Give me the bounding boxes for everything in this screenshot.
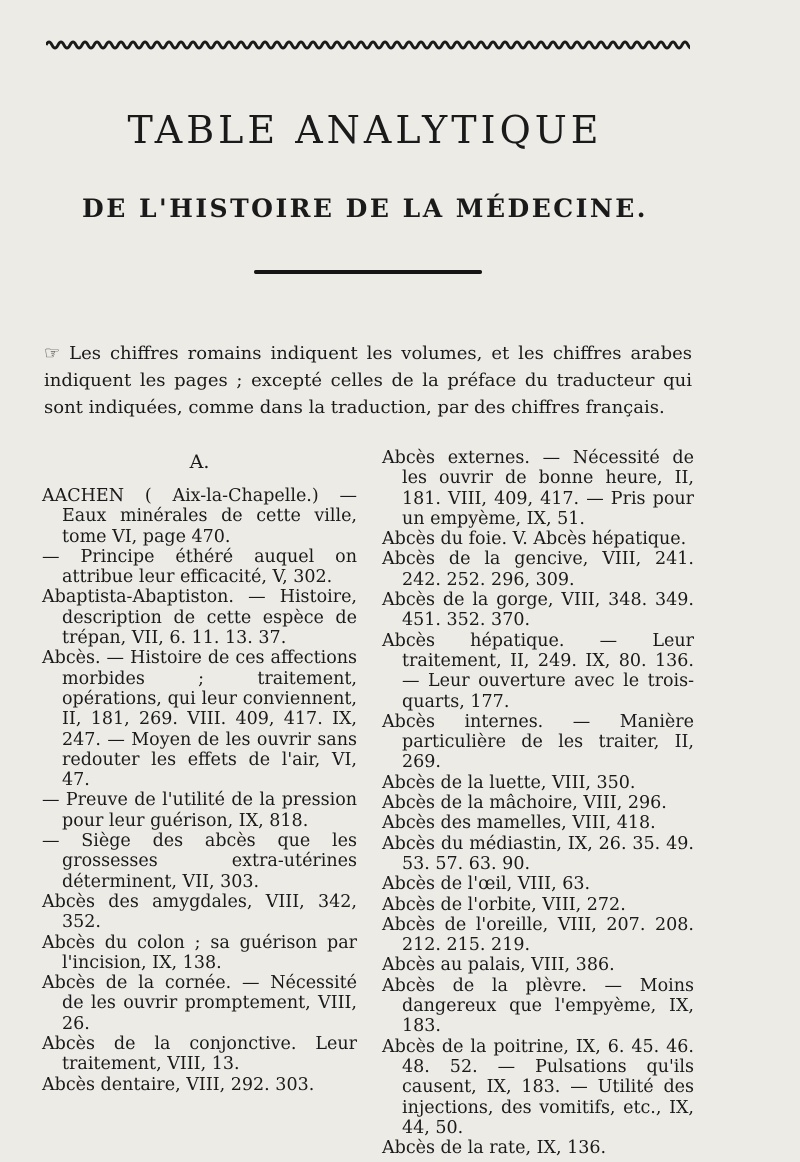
index-entry: Abcès des amygdales, VIII, 342, 352.: [42, 891, 357, 933]
index-entry: — Principe éthéré auquel on attribue leur efficacité, V, 302.: [42, 546, 357, 588]
index-entry: Abcès. — Histoire de ces affections morbides ; traitement, opérations, qui leur conviennent, II, 181, 269. VIII. 409, 417. IX, 247. — Moyen de les ouvrir sans redouter les effets de l'air, VI, 47.: [42, 648, 357, 791]
index-entry: Abcès de la plèvre. — Moins dangereux que l'empyème, IX, 183.: [382, 975, 694, 1037]
index-entry: Abcès dentaire, VIII, 292. 303.: [42, 1074, 315, 1095]
preface-note: ☞ Les chiffres romains indiquent les volumes, et les chiffres arabes indiquent les pages ; excepté celles de la préface du traducteur qui sont indiquées, comme dans la traduction, par des chiffres français.: [44, 343, 692, 418]
index-entry: Abcès des mamelles, VIII, 418.: [382, 813, 656, 834]
index-entry: Abcès de l'orbite, VIII, 272.: [382, 894, 626, 915]
index-entry: Abcès de la gencive, VIII, 241. 242. 252. 296, 309.: [382, 549, 694, 590]
index-entry: Abcès de la mâchoire, VIII, 296.: [382, 793, 667, 814]
index-column-left: [42, 448, 357, 1095]
index-entry: Abcès du médiastin, IX, 26. 35. 49. 53. 57. 63. 90.: [382, 833, 694, 874]
index-entry: Abcès de l'œil, VIII, 63.: [382, 874, 591, 895]
index-entry: Abcès de l'oreille, VIII, 207. 208. 212. 215. 219.: [382, 914, 694, 956]
index-entry: — Preuve de l'utilité de la pression pour leur guérison, IX, 818.: [42, 790, 357, 831]
index-entry: Abcès de la poitrine, IX, 6. 45. 46. 48. 52. — Pulsations qu'ils causent, IX, 183. — Utilité des injections, des vomitifs, etc., IX, 44, 50.: [382, 1036, 694, 1138]
index-entry: AACHEN ( Aix-la-Chapelle.) — Eaux minérales de cette ville, tome VI, page 470.: [42, 486, 357, 547]
index-entry: — Siège des abcès que les grossesses extra-utérines déterminent, VII, 303.: [42, 831, 357, 892]
index-entry: Abcès hépatique. — Leur traitement, II, 249. IX, 80. 136. — Leur ouverture avec le trois-quarts, 177.: [382, 630, 694, 712]
decorative-wave-border: [46, 38, 690, 52]
page-subtitle: DE L'HISTOIRE DE LA MÉDECINE.: [82, 194, 648, 223]
title-rule: [254, 270, 482, 274]
index-column-right: [382, 448, 694, 1158]
index-entry: Abcès externes. — Nécessité de les ouvrir de bonne heure, II, 181. VIII, 409, 417. — Pris pour un empyème, IX, 51.: [382, 448, 694, 529]
index-entry: Abcès de la rate, IX, 136.: [382, 1138, 607, 1159]
index-entry: Abcès du foie. V. Abcès hépatique.: [382, 529, 687, 550]
page-title: TABLE ANALYTIQUE: [127, 108, 603, 152]
index-entry: Abcès de la conjonctive. Leur traitement, VIII, 13.: [42, 1034, 357, 1075]
index-entry: Abcès internes. — Manière particulière de les traiter, II, 269.: [382, 711, 694, 773]
index-entry: Abaptista-Abaptiston. — Histoire, description de cette espèce de trépan, VII, 6. 11. 13. 37.: [42, 587, 357, 649]
index-entry: Abcès de la gorge, VIII, 348. 349. 451. 352. 370.: [382, 590, 694, 631]
index-entry: Abcès du colon ; sa guérison par l'incision, IX, 138.: [42, 932, 357, 973]
index-entry: Abcès au palais, VIII, 386.: [382, 955, 615, 976]
section-letter: A.: [189, 451, 210, 473]
index-entry: Abcès de la luette, VIII, 350.: [382, 772, 636, 793]
index-entry: Abcès de la cornée. — Nécessité de les ouvrir promptement, VIII, 26.: [42, 973, 357, 1034]
